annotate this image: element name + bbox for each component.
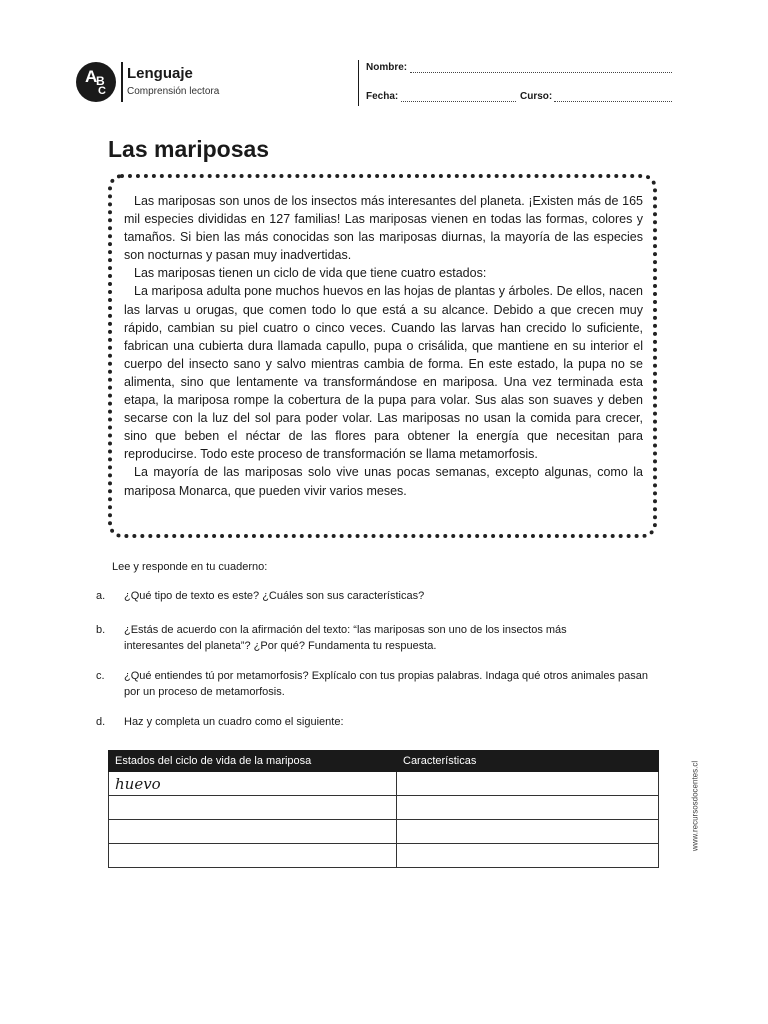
fields-divider (358, 60, 359, 106)
date-field[interactable] (401, 101, 516, 102)
question-marker: b. (96, 624, 106, 636)
reading-paragraph: Las mariposas son unos de los insectos más interesantes del planeta. ¡Existen más de 165 mil especies divididas en 127 familias! Las mariposas vienen en todas las formas, colores y tamaños. Si bien las más conocidas son las mariposas diurnas, la mayoría de las especies son nocturnas y pasan muy inadvertidas. (124, 194, 643, 263)
course-field[interactable] (554, 101, 672, 102)
table-cell-characteristics[interactable] (397, 820, 659, 844)
table-header-stages: Estados del ciclo de vida de la mariposa (109, 751, 397, 772)
table-cell-characteristics[interactable] (397, 844, 659, 868)
table-header-characteristics: Características (397, 751, 659, 772)
logo-letter-c: C (98, 85, 106, 97)
table-header-row (109, 751, 659, 772)
question-d (96, 715, 662, 731)
brand-divider (121, 62, 123, 102)
question-text: ¿Estás de acuerdo con la afirmación del texto: “las mariposas son uno de los insectos más interesantes del planeta”? ¿Por qué? Fundamenta tu respuesta. (124, 624, 567, 652)
side-url: www.recursosdocentes.cl (690, 760, 700, 852)
page-title: Las mariposas (108, 136, 270, 162)
table-cell-stage[interactable] (109, 796, 397, 820)
table-row (109, 820, 659, 844)
logo-letter-b: B (96, 74, 105, 88)
subject-title: Lenguaje (127, 65, 193, 82)
name-field[interactable] (410, 72, 672, 73)
question-text: ¿Qué tipo de texto es este? ¿Cuáles son sus características? (124, 590, 425, 602)
table-row (109, 844, 659, 868)
logo-letter-a: A (85, 67, 98, 86)
table-cell-stage[interactable] (109, 844, 397, 868)
life-cycle-table (108, 750, 659, 868)
table-cell-stage[interactable]: huevo (109, 772, 397, 796)
date-label: Fecha: (366, 91, 399, 102)
table-cell-stage[interactable] (109, 820, 397, 844)
question-text: ¿Qué entiendes tú por metamorfosis? Explícalo con tus propias palabras. Indaga qué otros animales pasan por un proceso de metamorfosis. (124, 670, 649, 698)
question-marker: d. (96, 716, 106, 728)
logo (76, 62, 116, 102)
name-label: Nombre: (366, 62, 408, 73)
reading-box (108, 174, 657, 538)
reading-paragraph: La mariposa adulta pone muchos huevos en las hojas de plantas y árboles. De ellos, nacen las larvas u orugas, que comen todo lo que está a su alcance. Debido a que crecen muy rápido, cambian su piel cuatro o cinco veces. Cuando las larvas han crecido lo suficiente, fabrican una cubierta dura llamada capullo, pupa o crisálida, que mantiene en su interior el cuerpo del insecto sano y salvo mientras cambia de forma. En este estado, la pupa no se alimenta, sino que lentamente va transformándose en mariposa. Una vez terminada esta etapa, la mariposa rompe la cobertura de la pupa para volar. Sus alas son suaves y deben secarse con la luz del sol para poder volar. Las mariposas no usan la comida para crecer, sino que beben el néctar de las flores para obtener la energía que necesitan para reproducirse. Todo este proceso de transformación se llama metamorfosis. (124, 284, 643, 462)
question-text: Haz y completa un cuadro como el siguiente: (124, 716, 344, 728)
question-b (96, 623, 580, 654)
table-cell-characteristics[interactable] (397, 796, 659, 820)
table-row (109, 772, 659, 796)
course-label: Curso: (520, 91, 553, 102)
question-a (96, 589, 662, 605)
reading-paragraph: Las mariposas tienen un ciclo de vida que tiene cuatro estados: (134, 266, 487, 281)
table-row (109, 796, 659, 820)
table-cell-characteristics[interactable] (397, 772, 659, 796)
reading-paragraph: La mayoría de las mariposas solo vive unas pocas semanas, excepto algunas, como la mariposa Monarca, que pueden vivir varios meses. (124, 465, 643, 498)
question-marker: c. (96, 670, 105, 682)
question-marker: a. (96, 590, 106, 602)
instructions: Lee y responde en tu cuaderno: (112, 561, 268, 573)
subject-subtitle: Comprensión lectora (127, 86, 220, 97)
question-c (96, 669, 662, 700)
